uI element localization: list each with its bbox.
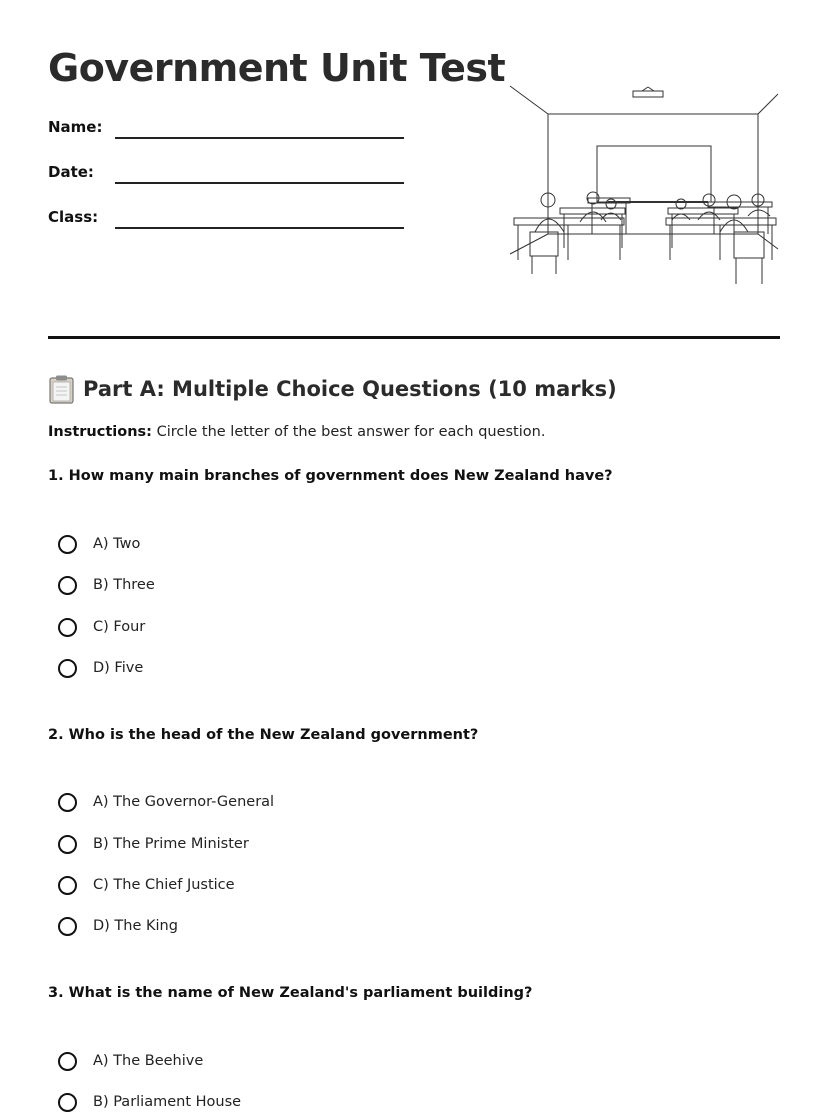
- classroom-illustration: [508, 84, 780, 294]
- q2-option-b[interactable]: [58, 832, 249, 856]
- option-label: C) The Chief Justice: [93, 877, 235, 893]
- instructions-label: Instructions:: [48, 424, 152, 440]
- header-divider: [48, 336, 780, 339]
- option-label: A) Two: [93, 536, 141, 552]
- radio-circle[interactable]: [58, 576, 77, 595]
- q3-option-b[interactable]: [58, 1090, 241, 1114]
- radio-circle[interactable]: [58, 535, 77, 554]
- radio-circle[interactable]: [58, 876, 77, 895]
- q1-option-c[interactable]: [58, 615, 145, 639]
- radio-circle[interactable]: [58, 793, 77, 812]
- radio-circle[interactable]: [58, 835, 77, 854]
- question-2: 2. Who is the head of the New Zealand government?: [48, 727, 479, 743]
- section-title: Part A: Multiple Choice Questions (10 marks): [83, 377, 617, 401]
- q2-option-d[interactable]: [58, 914, 178, 938]
- instructions-text: Circle the letter of the best answer for each question.: [156, 424, 546, 440]
- radio-circle[interactable]: [58, 618, 77, 637]
- option-label: C) Four: [93, 619, 146, 635]
- radio-circle[interactable]: [58, 659, 77, 678]
- radio-circle[interactable]: [58, 917, 77, 936]
- radio-circle[interactable]: [58, 1052, 77, 1071]
- option-label: D) The King: [93, 918, 178, 934]
- radio-circle[interactable]: [58, 1093, 77, 1112]
- clipboard-icon: [48, 374, 75, 404]
- question-3: 3. What is the name of New Zealand's parliament building?: [48, 985, 533, 1001]
- option-label: B) Three: [93, 577, 155, 593]
- instructions: [48, 424, 545, 440]
- option-label: B) Parliament House: [93, 1094, 242, 1110]
- q1-option-a[interactable]: [58, 532, 140, 556]
- date-label: Date:: [48, 163, 94, 181]
- section-heading: [48, 374, 617, 404]
- name-write-line[interactable]: [115, 137, 404, 139]
- class-write-line[interactable]: [115, 227, 404, 229]
- class-label: Class:: [48, 208, 99, 226]
- page-title: Government Unit Test: [48, 46, 506, 90]
- q2-option-c[interactable]: [58, 873, 235, 897]
- option-label: A) The Governor-General: [93, 794, 275, 810]
- option-label: D) Five: [93, 660, 144, 676]
- option-label: B) The Prime Minister: [93, 836, 249, 852]
- q2-option-a[interactable]: [58, 790, 274, 814]
- q1-option-d[interactable]: [58, 656, 143, 680]
- question-1: 1. How many main branches of government does New Zealand have?: [48, 468, 613, 484]
- q3-option-a[interactable]: [58, 1049, 203, 1073]
- date-write-line[interactable]: [115, 182, 404, 184]
- name-label: Name:: [48, 118, 103, 136]
- option-label: A) The Beehive: [93, 1053, 204, 1069]
- q1-option-b[interactable]: [58, 573, 155, 597]
